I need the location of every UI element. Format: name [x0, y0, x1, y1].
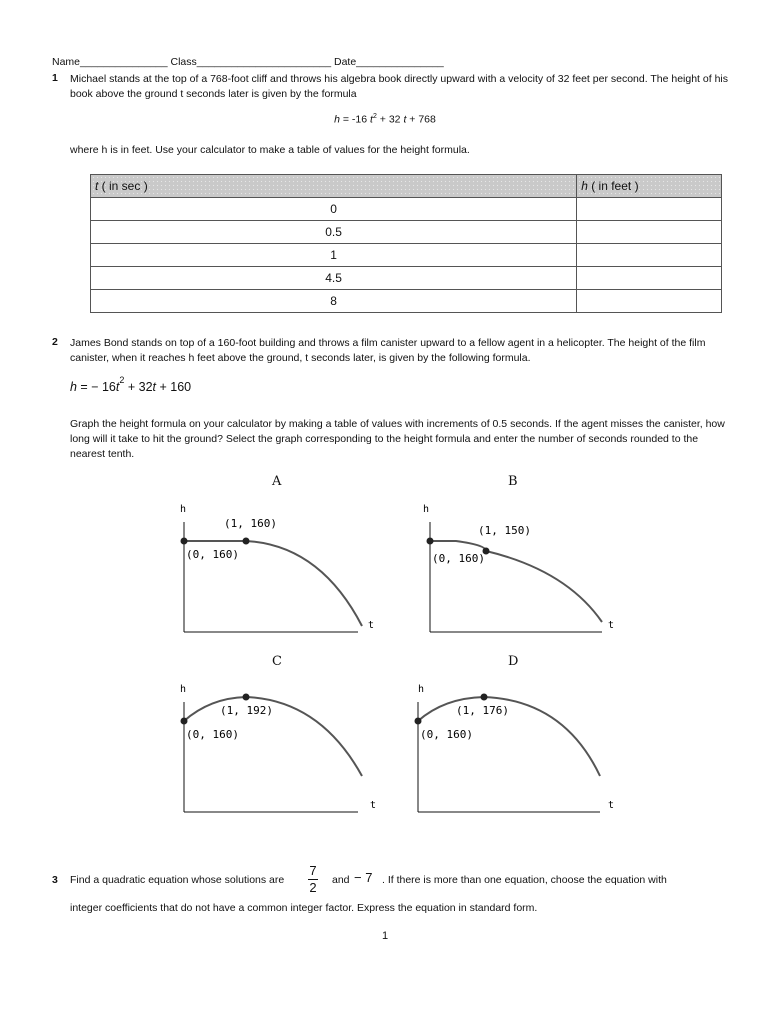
table-row: [91, 267, 722, 290]
formula-part: + 768: [406, 113, 436, 126]
graph-c[interactable]: [170, 680, 380, 820]
graph-b-h-axis-label: h: [423, 504, 430, 515]
graph-b-t-axis-label: t: [608, 620, 615, 631]
height-answer-cell[interactable]: [577, 267, 722, 290]
table-header-height: h ( in feet ): [577, 175, 722, 198]
graph-d-label: D: [508, 654, 519, 669]
graph-c-label: C: [272, 654, 282, 669]
graph-d-peak-label: (1, 176): [456, 704, 509, 717]
graph-b-peak-label: (1, 150): [478, 524, 531, 537]
graph-c-peak-label: (1, 192): [220, 704, 273, 717]
graph-a-label: A: [272, 474, 282, 489]
formula-part: + 32: [376, 113, 404, 126]
formula-exponent: 2: [372, 113, 377, 120]
question-2-text: James Bond stands on top of a 160-foot building and throws a film canister upward to a fellow agent in a helicopter. The height of the film canister, when it reaches h feet above the ground, t seconds later, is given by the following formula.: [70, 337, 706, 364]
formula-t: t: [403, 113, 407, 126]
question-3-and: and: [332, 874, 350, 886]
formula-part: = -16: [339, 113, 371, 126]
question-3-number: 3: [52, 874, 58, 886]
graph-b-start-label: (0, 160): [432, 552, 485, 565]
time-cell: 4.5: [91, 267, 577, 290]
graph-b-label: B: [508, 474, 518, 489]
table-header-time: t ( in sec ): [91, 175, 577, 198]
table-row: [91, 244, 722, 267]
graph-c-start-label: (0, 160): [186, 728, 239, 741]
table-row: [91, 198, 722, 221]
question-2-formula: h = − $16t^2 + 32t + 160$: [70, 375, 192, 395]
formula-h: h: [334, 113, 340, 126]
graph-a-t-axis-label: t: [368, 620, 375, 631]
graph-b[interactable]: [416, 500, 626, 640]
graph-d-start-label: (0, 160): [420, 728, 473, 741]
time-cell: 0: [91, 198, 577, 221]
table-row: [91, 290, 722, 313]
time-cell: 8: [91, 290, 577, 313]
student-header-line: Name_______________ Class_______________________ Date_______________: [52, 56, 444, 68]
graph-d-h-axis-label: h: [418, 684, 425, 695]
height-answer-cell[interactable]: [577, 198, 722, 221]
question-3-text-d: integer coefficients that do not have a common integer factor. Express the equation in standard form.: [70, 902, 538, 914]
graph-c-start-point: [181, 718, 188, 725]
question-1-instruction: where h is in feet. Use your calculator to make a table of values for the height formula.: [70, 144, 470, 156]
height-values-table: [90, 174, 722, 313]
height-answer-cell[interactable]: [577, 244, 722, 267]
question-3-negative-seven: − 7: [354, 870, 373, 885]
time-cell: 0.5: [91, 221, 577, 244]
question-3-text-c: . If there is more than one equation, choose the equation with: [382, 874, 667, 886]
graph-d[interactable]: [404, 680, 614, 820]
graph-a-peak-point: [243, 538, 250, 545]
graph-a-peak-label: (1, 160): [224, 517, 277, 530]
question-1-number: 1: [52, 72, 58, 84]
graph-c-peak-point: [243, 694, 250, 701]
graph-a-start-point: [181, 538, 188, 545]
page-number: 1: [381, 930, 389, 942]
fraction-denominator: 2: [309, 880, 317, 895]
graph-d-peak-point: [481, 694, 488, 701]
question-3-text-a: Find a quadratic equation whose solutions are: [70, 874, 285, 886]
graph-c-t-axis-label: t: [370, 800, 377, 811]
graph-d-t-axis-label: t: [608, 800, 614, 811]
formula-t: t: [370, 113, 373, 126]
fraction-seven-halves: [306, 864, 320, 895]
question-1-text: Michael stands at the top of a 768-foot cliff and throws his algebra book directly upward with a velocity of 32 feet per second. The height of his book above the ground t seconds later is given by the formula: [70, 73, 728, 100]
time-cell: 1: [91, 244, 577, 267]
height-answer-cell[interactable]: [577, 221, 722, 244]
graph-a-h-axis-label: h: [180, 504, 187, 515]
graph-c-h-axis-label: h: [180, 684, 187, 695]
graph-b-start-point: [427, 538, 434, 545]
question-2-number: 2: [52, 336, 58, 348]
question-1-formula: [0, 113, 770, 126]
graph-d-start-point: [415, 718, 422, 725]
table-row: [91, 221, 722, 244]
fraction-numerator: 7: [309, 863, 317, 878]
height-answer-cell[interactable]: [577, 290, 722, 313]
graph-a-start-label: (0, 160): [186, 548, 239, 561]
graph-a[interactable]: [170, 500, 380, 640]
question-2-instructions: Graph the height formula on your calculator by making a table of values with increments of 0.5 seconds. If the agent misses the canister, how long will it take to hit the ground? Select the graph corresponding to the height formula and enter the number of seconds rounded to the nearest tenth.: [70, 418, 725, 460]
